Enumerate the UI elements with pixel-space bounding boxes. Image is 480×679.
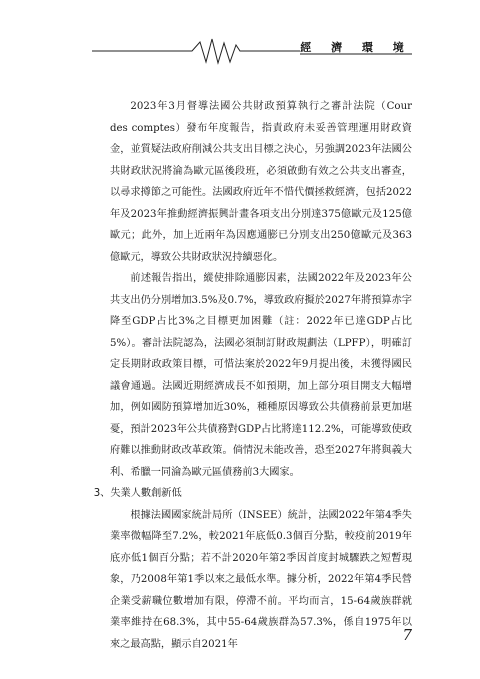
paragraph-public-spending: 前述報告指出，縱使排除通膨因素，法國2022年及2023年公共支出仍分別增加3.5%及0.7%，導致政府擬於2027年將預算赤字降至GDP占比3%之目標更加困難（註：2022年已達GDP占比5%）。審計法院認為，法國必須制訂財政規劃法（LPFP），明確訂定長期財政政策目標，可惜法案於2022年9月提出後，未獲得國民議會通過。法國近期經濟成長不如預期，加上部分項目開支大幅增加，例如國防預算增加近30%，種種原因導致公共債務前景更加堪憂，預計2023年公共債務對GDP占比將達112.2%，可能導致使政府難以推動財政改革政策。倘情況未能改善，恐至2027年將與義大利、希臘一同淪為歐元區債務前3大國家。 [110,273,412,478]
page-header [0,36,480,76]
paragraph-audit-report: 2023年3月督導法國公共財政預算執行之審計法院（Cour des comptes）發布年度報告，指責政府未妥善管理運用財政資金，並質疑法政府削減公共支出目標之決心，另強調2023年法國公共財政狀況將淪為歐元區後段班，必須啟動有效之公共支出審查，以尋求撙節之可能性。法國政府近年不惜代價拯救經濟，包括2022年及2023年推動經濟振興計畫各項支出分別達375億歐元及125億歐元；此外，加上近兩年為因應通膨已分別支出250億歐元及363億歐元，導致公共財政狀況持續惡化。 [110,101,412,263]
section-heading: 3、失業人數創新低 [93,488,182,499]
paragraph-unemployment: 根據法國國家統計局所（INSEE）統計，法國2022年第4季失業率微幅降至7.2%，較2021年底低0.3個百分點，較疫前2019年底亦低1個百分點；若不計2020年第2季因首度封城驟跌之短暫現象，乃2008年第1季以來之最低水準。據分析，2022年第4季民營企業受薪職位數增加有限，停滯不前。平均而言，15-64歲族群就業率維持在68.3%，其中55-64歲族群為57.3%，係自1975年以來之最高點，顯示自2021年 [110,509,412,650]
header-section-label: 經 濟 環 境 [300,41,412,54]
page-number: 7 [402,626,412,644]
article-body [93,96,412,655]
